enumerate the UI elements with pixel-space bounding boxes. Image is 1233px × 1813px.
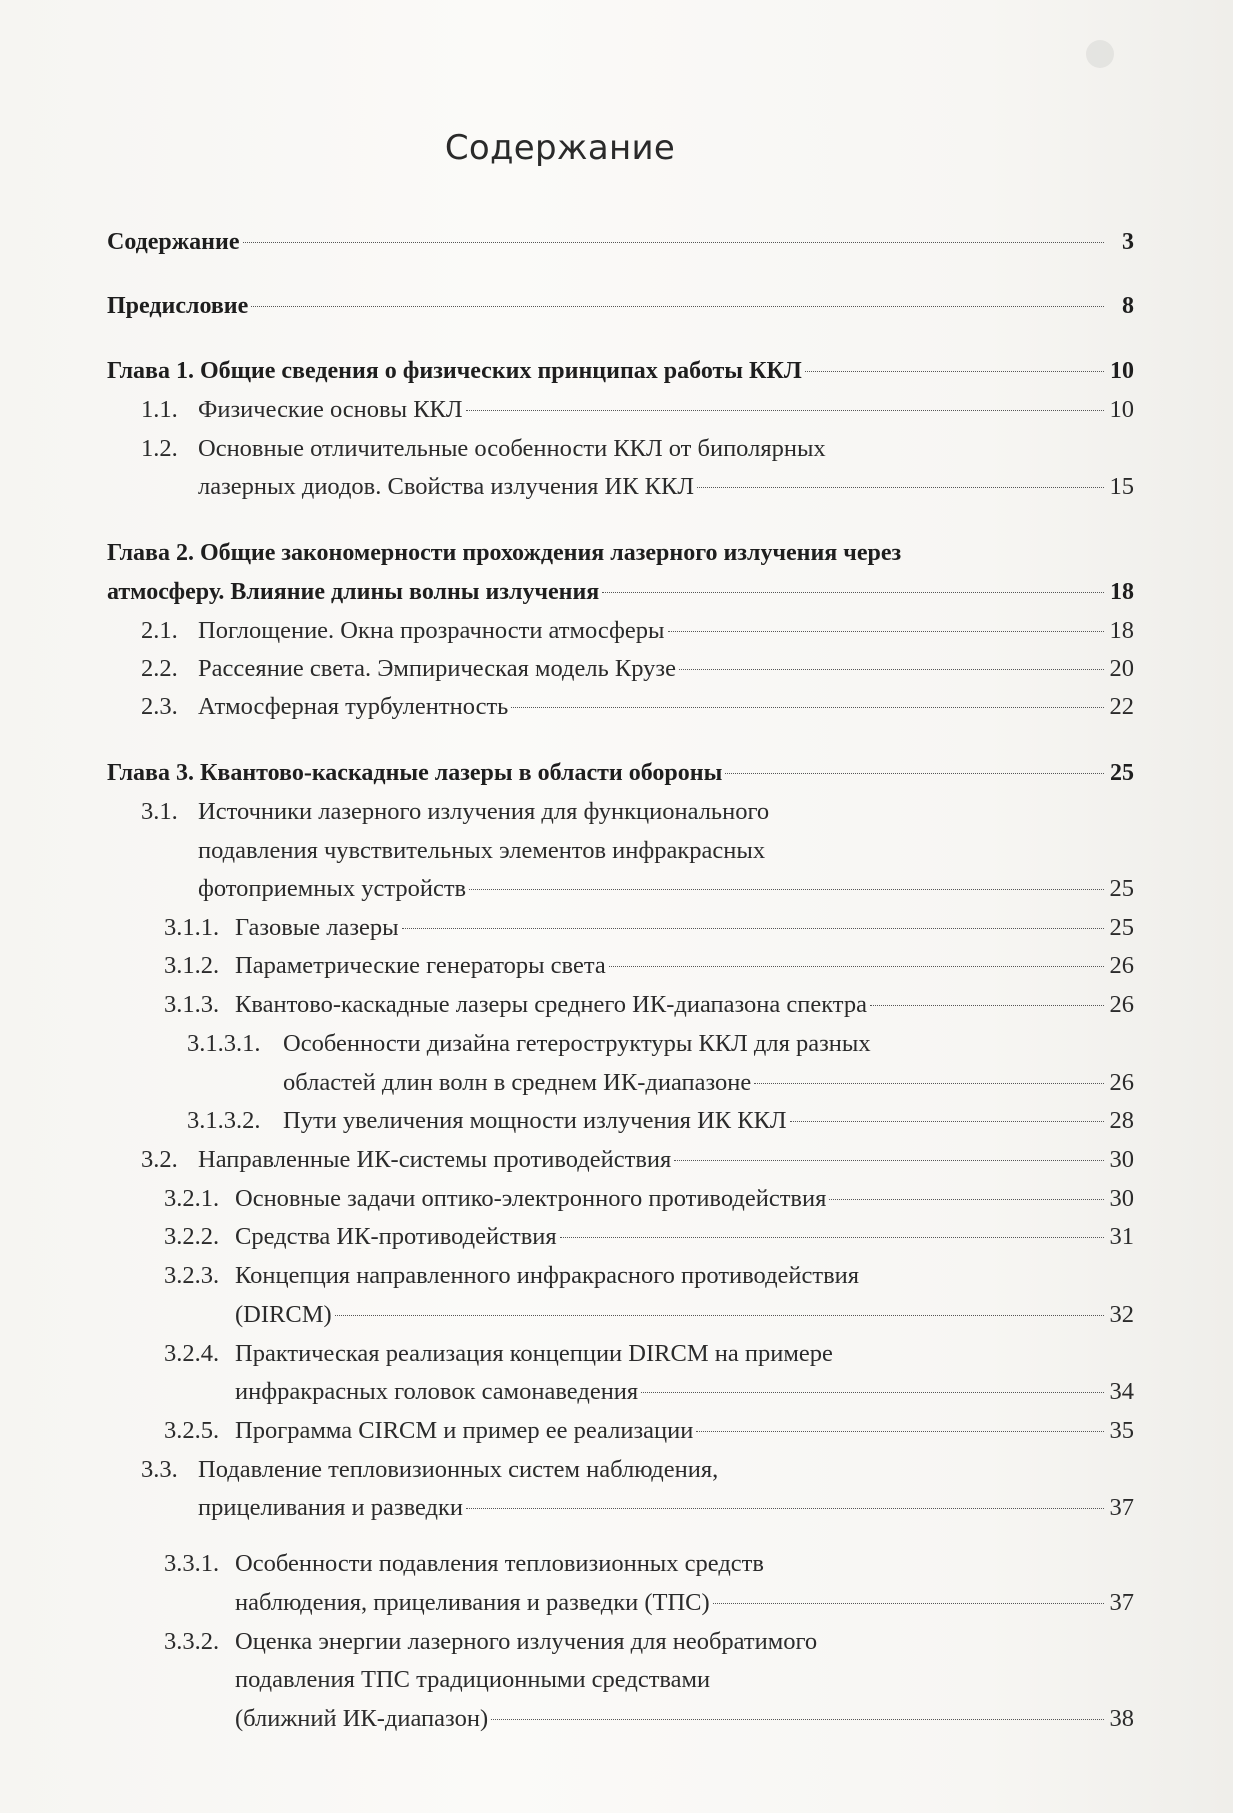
toc-entry-page: 18: [1109, 617, 1134, 644]
dot-leader: [697, 487, 1104, 488]
dot-leader: [466, 410, 1105, 411]
toc-entry-number: 3.1.3.2.: [187, 1107, 261, 1134]
toc-entry-page: 26: [1109, 991, 1134, 1018]
dot-leader: [609, 966, 1104, 967]
dot-leader: [641, 1392, 1104, 1393]
toc-entry-page: 10: [1110, 358, 1134, 384]
toc-entry-text: лазерных диодов. Свойства излучения ИК ККЛ: [198, 473, 694, 500]
toc-entry[interactable]: [187, 1104, 1134, 1138]
toc-entry-text: Основные отличительные особенности ККЛ от биполярных: [198, 435, 826, 462]
toc-entry-page: 25: [1110, 760, 1134, 786]
toc-entry-page: 22: [1109, 693, 1134, 720]
dot-leader: [696, 1431, 1104, 1432]
toc-entry[interactable]: [141, 393, 1134, 427]
toc-entry-page: 32: [1109, 1301, 1134, 1328]
toc-entry-text: Параметрические генераторы света: [235, 952, 606, 979]
toc-entry-page: 25: [1109, 875, 1134, 902]
toc-entry-page: 18: [1110, 579, 1134, 605]
page-title: Содержание: [444, 128, 676, 168]
dot-leader: [335, 1315, 1104, 1316]
toc-entry-number: 3.2.3.: [164, 1262, 220, 1289]
toc-entry-continuation[interactable]: [198, 1491, 1134, 1525]
toc-entry-text: Особенности дизайна гетероструктуры ККЛ для разных: [283, 1030, 871, 1057]
toc-entry[interactable]: [164, 988, 1134, 1022]
toc-entry-number: 3.2.1.: [164, 1185, 220, 1212]
dot-leader: [511, 707, 1104, 708]
toc-entry-text: Физические основы ККЛ: [198, 396, 463, 423]
toc-entry-number: 2.3.: [141, 693, 178, 720]
toc-entry-text: Концепция направленного инфракрасного противодействия: [235, 1262, 860, 1289]
toc-entry[interactable]: [164, 949, 1134, 983]
toc-entry-number: 3.1.3.1.: [187, 1030, 261, 1057]
toc-entry[interactable]: [164, 1414, 1134, 1448]
toc-entry-text: Средства ИК-противодействия: [235, 1223, 557, 1250]
toc-entry-page: 10: [1109, 396, 1134, 423]
toc-entry-text: Пути увеличения мощности излучения ИК ККЛ: [283, 1107, 787, 1134]
toc-entry-text: подавления чувствительных элементов инфракрасных: [198, 837, 766, 864]
toc-entry-continuation[interactable]: [235, 1702, 1134, 1736]
toc-entry-text: фотоприемных устройств: [198, 875, 467, 902]
toc-chapter-2[interactable]: [107, 536, 1134, 570]
toc-entry-page: 38: [1109, 1705, 1134, 1732]
toc-entry-number: 3.2.5.: [164, 1417, 220, 1444]
toc-entry-text: прицеливания и разведки: [198, 1494, 464, 1521]
toc-entry-text: атмосферу. Влияние длины волны излучения: [107, 579, 600, 605]
toc-entry-continuation[interactable]: [235, 1586, 1134, 1620]
toc-entry-page: 28: [1109, 1107, 1134, 1134]
toc-entry-number: 3.2.: [141, 1146, 178, 1173]
toc-entry[interactable]: [141, 690, 1134, 724]
toc-entry-text: (ближний ИК-диапазон): [235, 1705, 489, 1732]
dot-leader: [602, 592, 1104, 593]
dot-leader: [466, 1508, 1104, 1509]
toc-entry-text: наблюдения, прицеливания и разведки (ТПС): [235, 1589, 710, 1616]
toc-entry[interactable]: [141, 614, 1134, 648]
toc-entry-text: Рассеяние света. Эмпирическая модель Крузе: [198, 655, 676, 682]
toc-entry-page: 15: [1109, 473, 1134, 500]
toc-entry-text: Атмосферная турбулентность: [198, 693, 509, 720]
toc-entry-number: 3.1.1.: [164, 914, 220, 941]
toc-entry-text: Предисловие: [107, 293, 249, 319]
toc-entry-text: Газовые лазеры: [235, 914, 399, 941]
toc-chapter-1[interactable]: [107, 354, 1134, 388]
dot-leader: [251, 306, 1104, 307]
toc-entry-text: Квантово-каскадные лазеры среднего ИК-диапазона спектра: [235, 991, 867, 1018]
toc-entry-continuation[interactable]: [235, 1375, 1134, 1409]
dot-leader: [491, 1719, 1104, 1720]
toc-entry-text: Содержание: [107, 229, 240, 255]
toc-entry[interactable]: [187, 1027, 1134, 1061]
toc-entry[interactable]: [164, 1337, 1134, 1371]
toc-entry-continuation[interactable]: [198, 872, 1134, 906]
toc-entry-text: (DIRCM): [235, 1301, 332, 1328]
toc-entry-number: 3.3.2.: [164, 1628, 220, 1655]
toc-entry[interactable]: [141, 1143, 1134, 1177]
toc-entry[interactable]: [164, 1625, 1134, 1659]
dot-leader: [402, 928, 1104, 929]
toc-chapter-3[interactable]: [107, 756, 1134, 790]
toc-entry-number: 1.1.: [141, 396, 178, 423]
toc-entry[interactable]: [107, 289, 1134, 323]
toc-entry-page: 37: [1109, 1589, 1134, 1616]
dot-leader: [790, 1121, 1104, 1122]
toc-entry-number: 2.1.: [141, 617, 178, 644]
toc-entry[interactable]: [107, 225, 1134, 259]
toc-entry[interactable]: [141, 652, 1134, 686]
dot-leader: [243, 242, 1105, 243]
toc-entry-page: 3: [1122, 229, 1134, 255]
dot-leader: [674, 1160, 1104, 1161]
toc-entry-text: областей длин волн в среднем ИК-диапазоне: [283, 1069, 752, 1096]
toc-entry-text: Программа CIRCM и пример ее реализации: [235, 1417, 694, 1444]
toc-entry-page: 20: [1109, 655, 1134, 682]
toc-entry-text: Глава 1. Общие сведения о физических принципах работы ККЛ: [107, 358, 802, 384]
toc-entry-page: 34: [1109, 1378, 1134, 1405]
dot-leader: [713, 1603, 1104, 1604]
toc-entry-text: Основные задачи оптико-электронного противодействия: [235, 1185, 827, 1212]
toc-entry-number: 3.1.3.: [164, 991, 220, 1018]
toc-entry-continuation[interactable]: [235, 1298, 1134, 1332]
toc-entry-number: 3.3.1.: [164, 1550, 220, 1577]
toc-entry-text: Глава 3. Квантово-каскадные лазеры в области обороны: [107, 760, 723, 786]
toc-entry[interactable]: [164, 1220, 1134, 1254]
toc-entry-number: 3.1.2.: [164, 952, 220, 979]
toc-entry-text: подавления ТПС традиционными средствами: [235, 1666, 711, 1693]
toc-entry-text: Глава 2. Общие закономерности прохождения лазерного излучения через: [107, 540, 902, 566]
toc-entry-page: 25: [1109, 914, 1134, 941]
toc-entry[interactable]: [141, 432, 1134, 466]
toc-entry-page: 30: [1109, 1146, 1134, 1173]
toc-entry-text: Направленные ИК-системы противодействия: [198, 1146, 672, 1173]
toc-entry-text: Практическая реализация концепции DIRCM на примере: [235, 1340, 833, 1367]
toc-entry-number: 3.2.2.: [164, 1223, 220, 1250]
toc-entry-text: Источники лазерного излучения для функционального: [198, 798, 770, 825]
toc-entry-number: 3.2.4.: [164, 1340, 220, 1367]
dot-leader: [829, 1199, 1104, 1200]
dot-leader: [679, 669, 1104, 670]
toc-entry-number: 1.2.: [141, 435, 178, 462]
toc-entry-continuation[interactable]: [198, 834, 1134, 868]
toc-entry-continuation[interactable]: [198, 470, 1134, 504]
dot-leader: [560, 1237, 1104, 1238]
dot-leader: [469, 889, 1104, 890]
dot-leader: [754, 1083, 1104, 1084]
toc-entry-text: Подавление тепловизионных систем наблюдения,: [198, 1456, 719, 1483]
toc-entry-page: 35: [1109, 1417, 1134, 1444]
toc-entry[interactable]: [141, 1453, 1134, 1487]
toc-entry-text: инфракрасных головок самонаведения: [235, 1378, 639, 1405]
toc-entry[interactable]: [164, 1547, 1134, 1581]
toc-entry-page: 8: [1122, 293, 1134, 319]
toc-entry[interactable]: [164, 1182, 1134, 1216]
toc-entry-page: 30: [1109, 1185, 1134, 1212]
toc-entry-continuation[interactable]: [107, 575, 1134, 609]
toc-entry[interactable]: [141, 795, 1134, 829]
dot-leader: [870, 1005, 1104, 1006]
toc-entry-continuation[interactable]: [235, 1663, 1134, 1697]
dot-leader: [805, 371, 1104, 372]
toc-entry-page: 26: [1109, 952, 1134, 979]
toc-entry-page: 37: [1109, 1494, 1134, 1521]
dot-leader: [668, 631, 1104, 632]
toc-entry-page: 31: [1109, 1223, 1134, 1250]
toc-entry-number: 3.1.: [141, 798, 178, 825]
toc-entry-text: Особенности подавления тепловизионных средств: [235, 1550, 764, 1577]
toc-entry[interactable]: [164, 1259, 1134, 1293]
toc-entry[interactable]: [164, 911, 1134, 945]
toc-entry-text: Оценка энергии лазерного излучения для необратимого: [235, 1628, 818, 1655]
dot-leader: [725, 773, 1104, 774]
toc-entry-number: 3.3.: [141, 1456, 178, 1483]
toc-entry-page: 26: [1109, 1069, 1134, 1096]
toc-entry-continuation[interactable]: [283, 1066, 1134, 1100]
toc-entry-number: 2.2.: [141, 655, 178, 682]
toc-entry-text: Поглощение. Окна прозрачности атмосферы: [198, 617, 665, 644]
